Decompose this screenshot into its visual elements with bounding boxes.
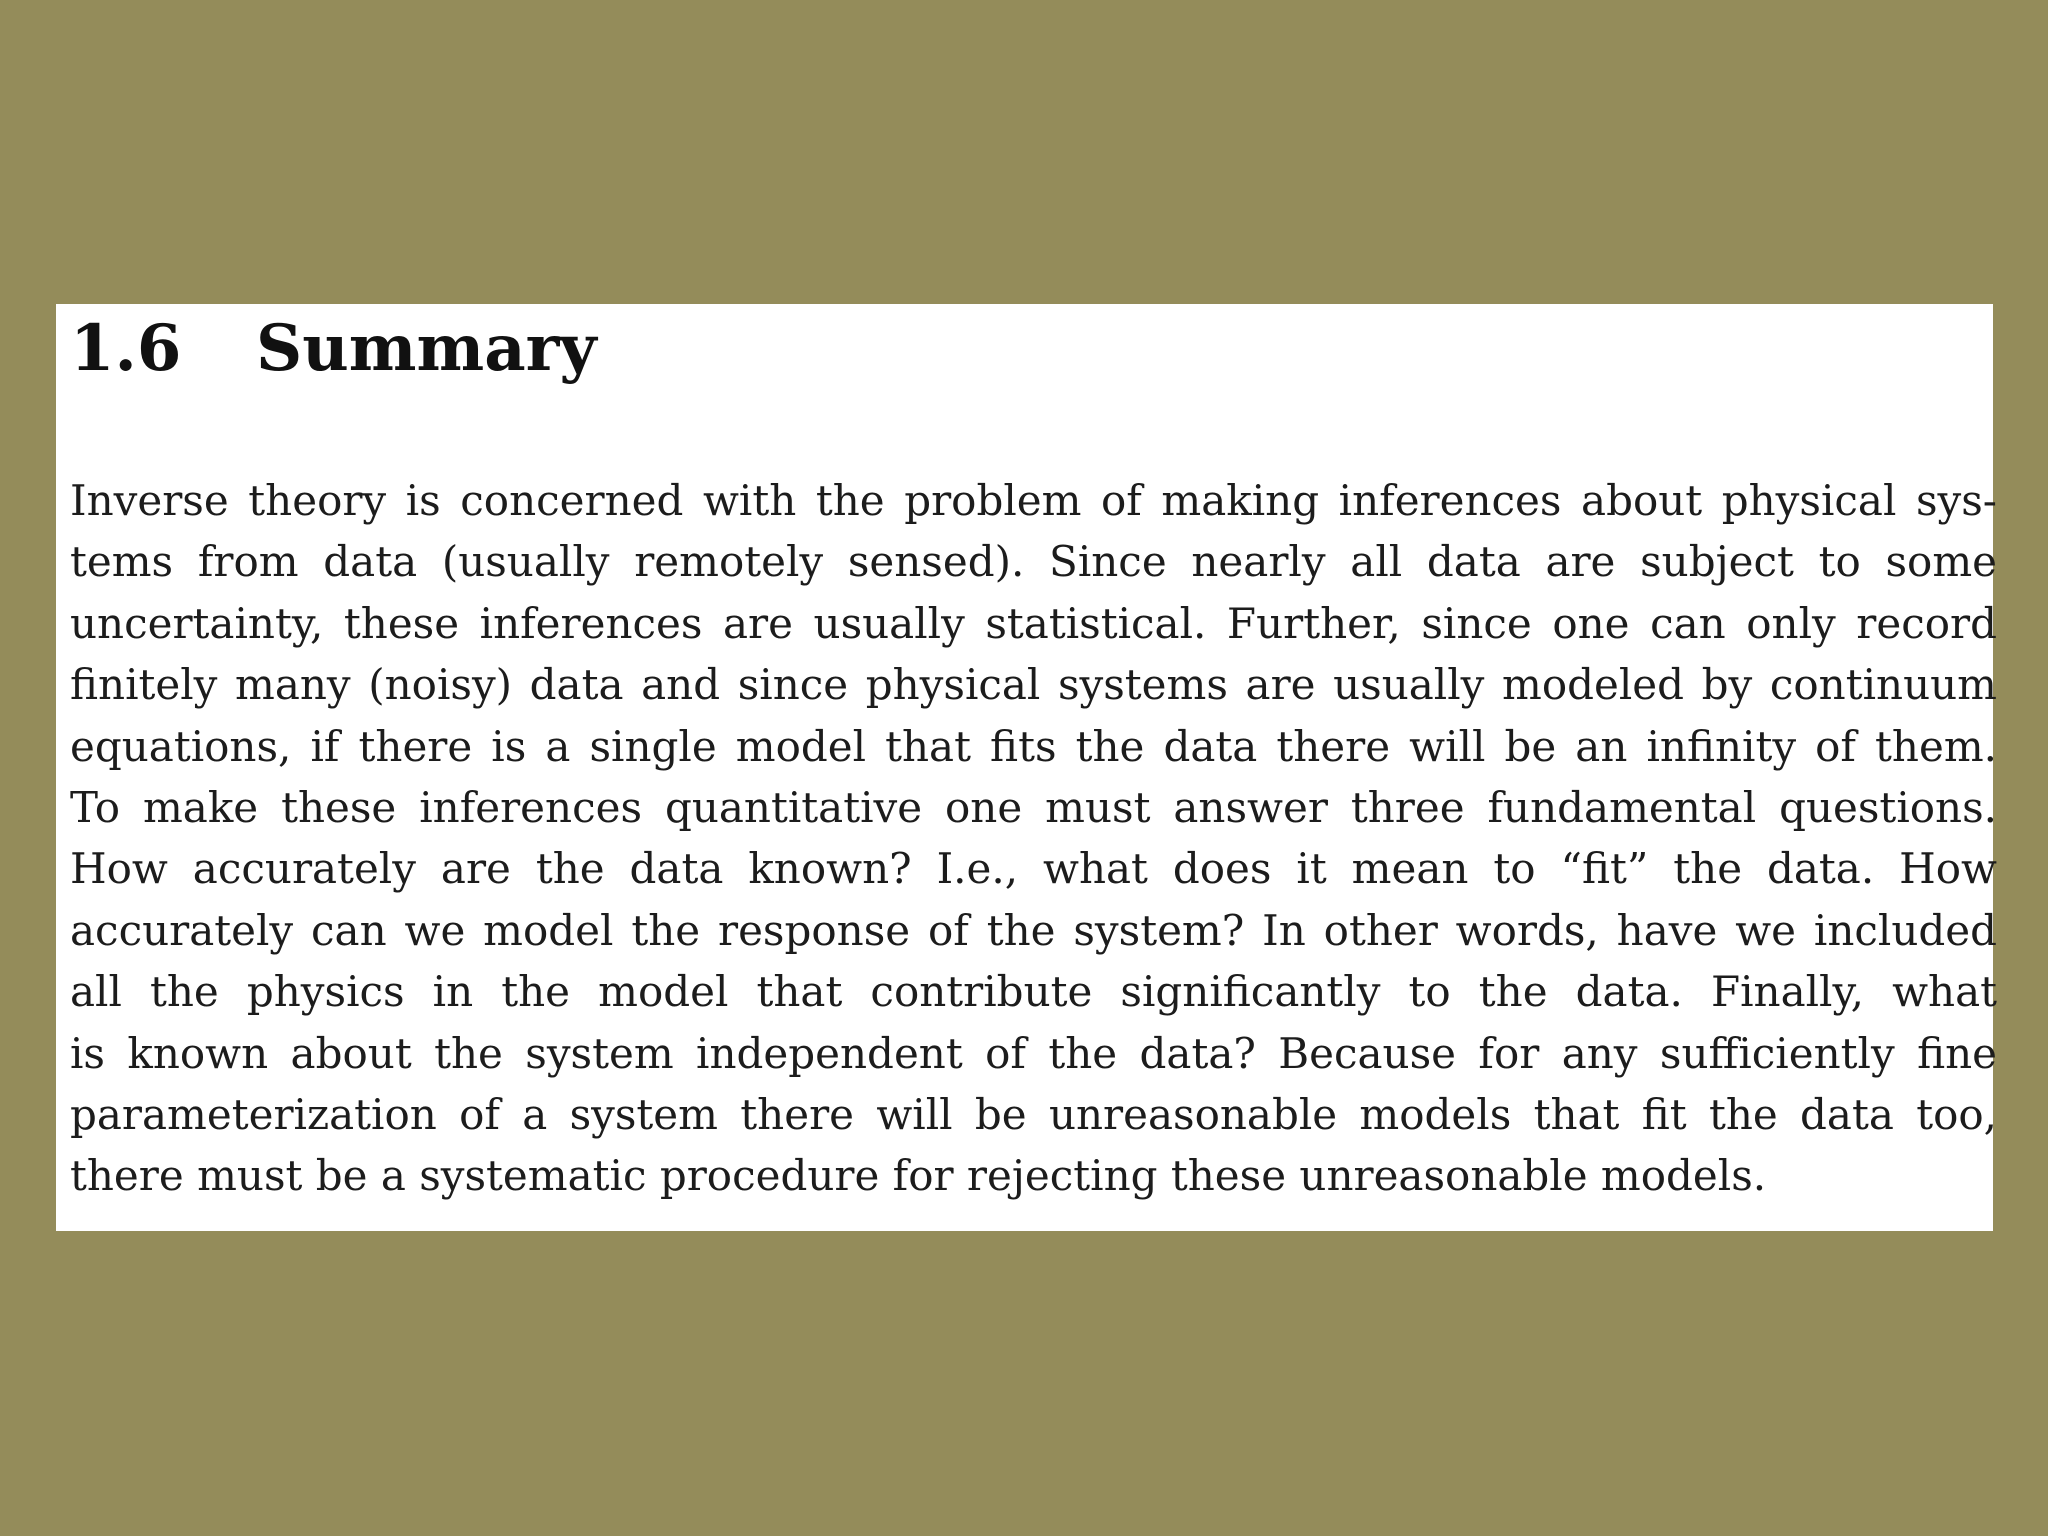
paragraph-line: accurately can we model the response of the system? In other words, have we included <box>70 905 1997 955</box>
paragraph-line: finitely many (noisy) data and since physical systems are usually modeled by continuum <box>70 660 1997 710</box>
section-heading <box>70 304 597 394</box>
paragraph-line: all the physics in the model that contribute significantly to the data. Finally, what <box>70 967 1997 1017</box>
summary-paragraph <box>70 470 1997 1207</box>
section-number: 1.6 <box>70 311 182 386</box>
paragraph-line: equations, if there is a single model that fits the data there will be an infinity of them. <box>70 721 1997 771</box>
section-title: Summary <box>256 311 597 386</box>
paragraph-line: How accurately are the data known? I.e., what does it mean to “fit” the data. How <box>70 844 1997 894</box>
paragraph-line: To make these inferences quantitative one must answer three fundamental questions. <box>70 782 1997 832</box>
paragraph-line: is known about the system independent of the data? Because for any sufficiently fine <box>70 1028 1997 1078</box>
paragraph-line: uncertainty, these inferences are usually statistical. Further, since one can only record <box>70 598 1997 648</box>
document-page <box>56 304 1997 1231</box>
paragraph-line: Inverse theory is concerned with the problem of making inferences about physical sys- <box>70 476 1997 525</box>
paragraph-line: tems from data (usually remotely sensed). Since nearly all data are subject to some <box>70 537 1997 587</box>
paragraph-line: parameterization of a system there will be unreasonable models that fit the data too, <box>70 1089 1997 1139</box>
paragraph-line: there must be a systematic procedure for rejecting these unreasonable models. <box>70 1151 1767 1201</box>
